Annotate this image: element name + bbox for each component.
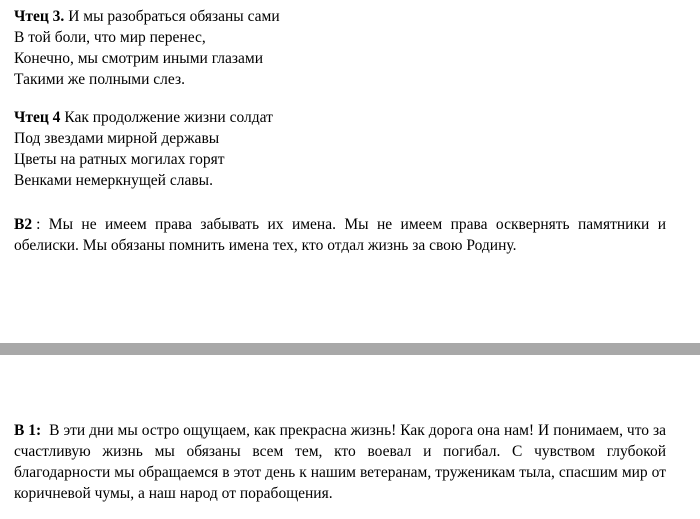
- paragraph-presenter-1: [14, 420, 666, 504]
- stanza-line: Такими же полными слез.: [14, 71, 185, 88]
- stanza-line: В той боли, что мир перенес,: [14, 29, 206, 46]
- stanza-reader-4: [14, 107, 273, 191]
- paragraph-presenter-2: [14, 214, 666, 256]
- speaker-label: Чтец 3.: [14, 8, 65, 25]
- document-page-bottom: [0, 355, 700, 519]
- speaker-label: Чтец 4: [14, 109, 61, 126]
- paragraph-text: : Мы не имеем права забывать их имена. Мы не имеем права осквернять памятники и обелиски. Мы обязаны помнить имена тех, кто отдал жизнь за свою Родину.: [14, 216, 666, 254]
- stanza-reader-3: [14, 6, 280, 90]
- stanza-line-text: Как продолжение жизни солдат: [60, 109, 273, 126]
- paragraph-text: В эти дни мы остро ощущаем, как прекрасна жизнь! Как дорога она нам! И понимаем, что за счастливую жизнь мы обязаны всем тем, кто воевал и погибал. С чувством глубокой благодарности мы обращаемся в этот день к нашим ветеранам, труженикам тыла, спасшим мир от коричневой чумы, а наш народ от порабощения.: [14, 422, 666, 502]
- stanza-line: Под звездами мирной державы: [14, 130, 220, 147]
- speaker-label: В2: [14, 216, 33, 233]
- stanza-line: [14, 107, 273, 128]
- stanza-line: Венками немеркнущей славы.: [14, 172, 213, 189]
- stanza-line: Цветы на ратных могилах горят: [14, 151, 225, 168]
- stanza-line-text: И мы разобраться обязаны сами: [64, 8, 280, 25]
- speaker-label: В 1:: [14, 422, 42, 439]
- page-separator: [0, 343, 700, 355]
- stanza-line: [14, 6, 280, 27]
- stanza-line: Конечно, мы смотрим иными глазами: [14, 50, 263, 67]
